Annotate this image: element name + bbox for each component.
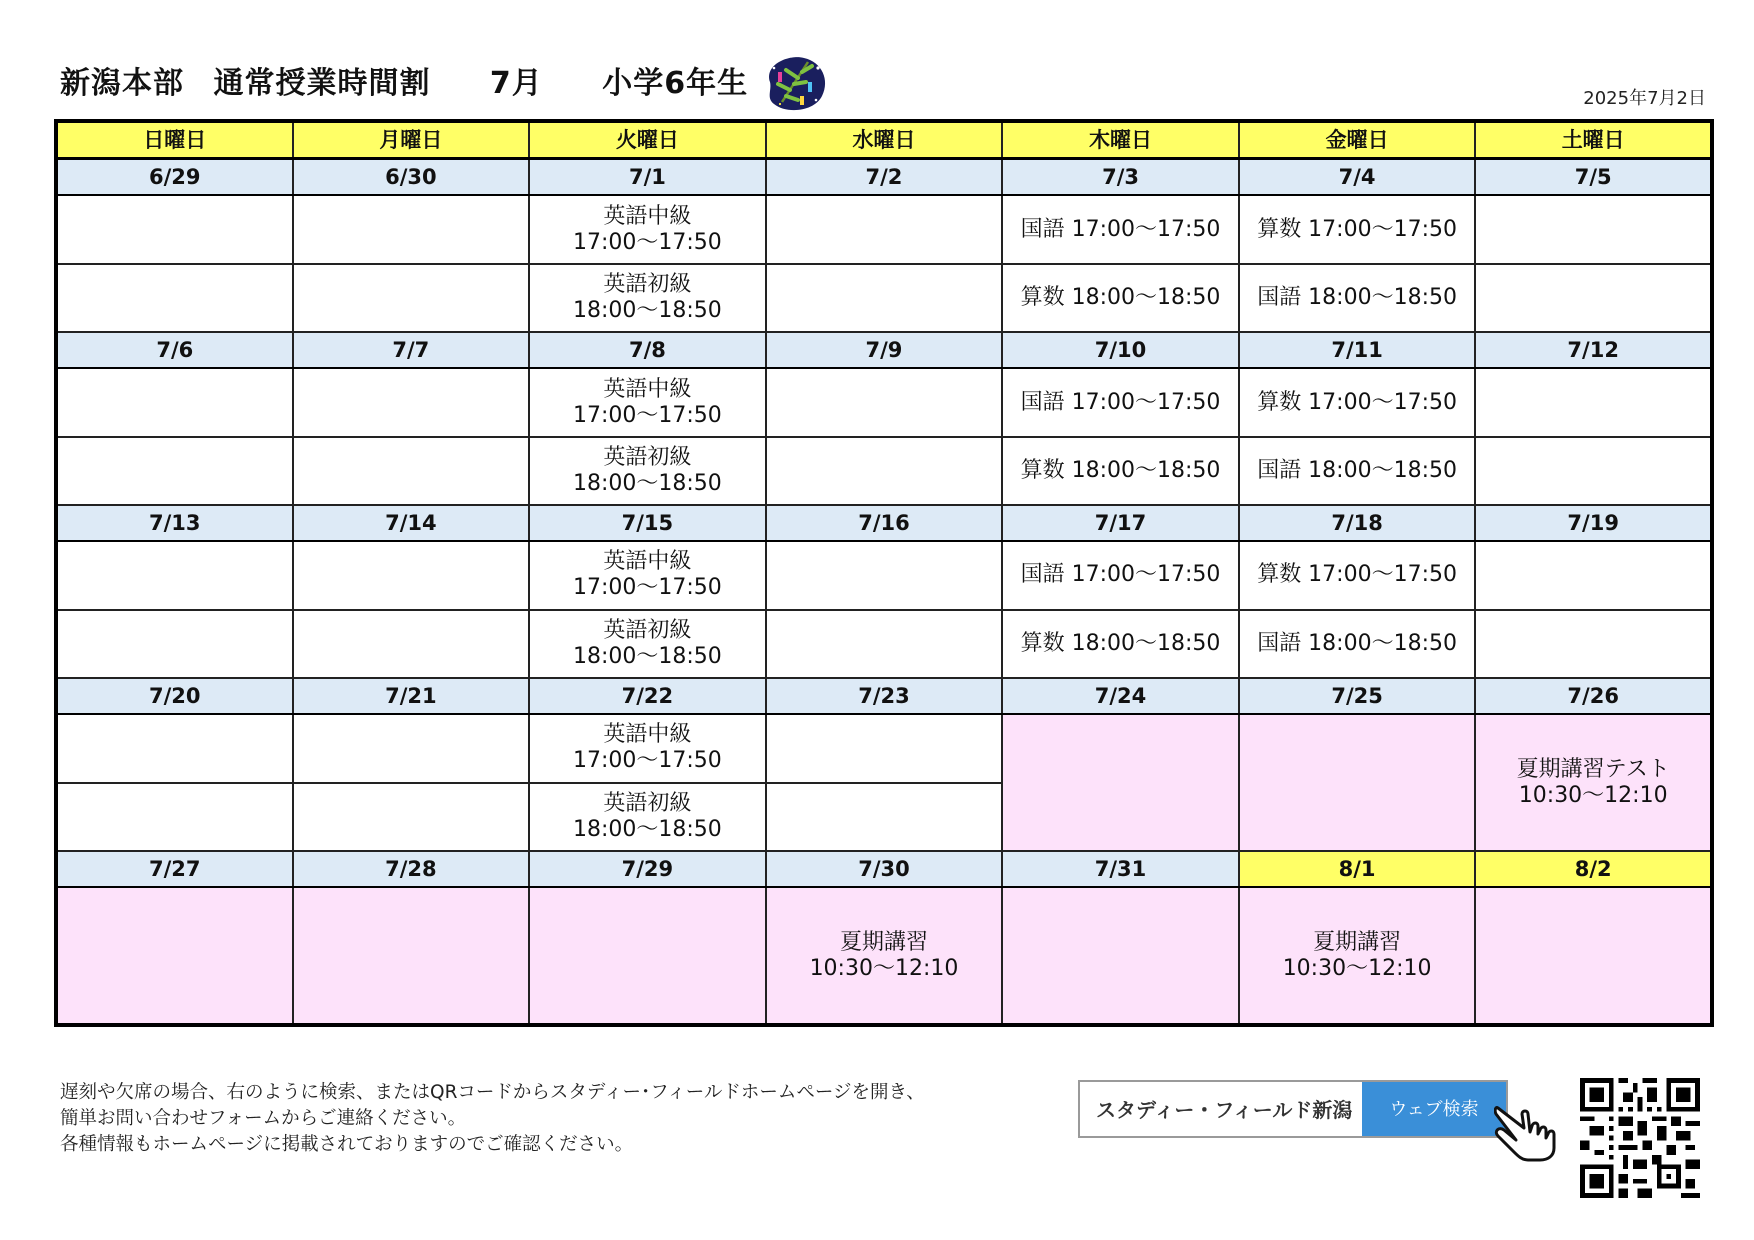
qr-code-icon[interactable] [1580, 1078, 1700, 1198]
lesson-cell: 国語 17:00～17:50 [1002, 368, 1239, 436]
empty-cell [56, 437, 293, 505]
summer-test-cell [1475, 714, 1712, 851]
weekday-fri: 金曜日 [1239, 121, 1476, 159]
summer-session-cell [1002, 887, 1239, 1025]
search-box [1078, 1080, 1508, 1138]
lesson-row-2 [56, 437, 1712, 505]
lesson-time: 17:00～17:50 [573, 229, 722, 255]
date-cell: 7/21 [293, 678, 530, 714]
empty-cell [293, 437, 530, 505]
lesson-cell: 国語 18:00～18:50 [1239, 610, 1476, 678]
date-row-week2 [56, 332, 1712, 368]
empty-cell [293, 610, 530, 678]
empty-cell [766, 368, 1003, 436]
lesson-row-2 [56, 264, 1712, 332]
date-cell: 7/11 [1239, 332, 1476, 368]
date-cell: 7/4 [1239, 159, 1476, 196]
lesson-row-2 [56, 610, 1712, 678]
date-cell: 6/29 [56, 159, 293, 196]
lesson-time: 18:00～18:50 [573, 643, 722, 669]
date-cell: 7/30 [766, 851, 1003, 887]
date-cell: 7/18 [1239, 505, 1476, 541]
lesson-time: 18:00～18:50 [573, 297, 722, 323]
weekday-wed: 水曜日 [766, 121, 1003, 159]
empty-cell [766, 264, 1003, 332]
summer-session-cell [1239, 714, 1476, 851]
lesson-subject: 英語中級 [603, 549, 692, 575]
weekday-sat: 土曜日 [1475, 121, 1712, 159]
empty-cell [56, 714, 293, 782]
empty-cell [56, 783, 293, 851]
lesson-cell: 国語 17:00～17:50 [1002, 541, 1239, 609]
empty-cell [766, 610, 1003, 678]
lesson-time: 17:00～17:50 [573, 402, 722, 428]
date-cell: 7/6 [56, 332, 293, 368]
lesson-cell: 国語 18:00～18:50 [1239, 264, 1476, 332]
empty-cell [1475, 368, 1712, 436]
empty-cell [766, 783, 1003, 851]
lesson-subject: 夏期講習 [839, 929, 928, 955]
date-cell: 7/20 [56, 678, 293, 714]
date-cell: 7/1 [529, 159, 766, 196]
date-row-week1 [56, 159, 1712, 196]
lesson-time: 10:30～12:10 [809, 955, 959, 981]
summer-session-cell [766, 887, 1003, 1025]
weekday-mon: 月曜日 [293, 121, 530, 159]
lesson-time: 17:00～17:50 [573, 748, 722, 774]
empty-cell [1475, 541, 1712, 609]
date-cell: 7/23 [766, 678, 1003, 714]
lesson-cell [529, 368, 766, 436]
date-cell: 7/8 [529, 332, 766, 368]
date-cell: 7/7 [293, 332, 530, 368]
pointing-hand-icon [1494, 1102, 1566, 1162]
date-cell: 7/2 [766, 159, 1003, 196]
lesson-time: 18:00～18:50 [573, 470, 722, 496]
empty-cell [293, 195, 530, 263]
date-cell: 7/12 [1475, 332, 1712, 368]
date-cell: 7/26 [1475, 678, 1712, 714]
date-cell: 7/22 [529, 678, 766, 714]
empty-cell [1475, 264, 1712, 332]
date-cell: 7/29 [529, 851, 766, 887]
title-org: 新潟本部 [60, 66, 184, 101]
date-cell: 7/9 [766, 332, 1003, 368]
lesson-cell: 算数 18:00～18:50 [1002, 610, 1239, 678]
lesson-cell [529, 437, 766, 505]
issued-date: 2025年7月2日 [1583, 88, 1706, 109]
lesson-time: 17:00～17:50 [573, 575, 722, 601]
date-row-week5 [56, 851, 1712, 887]
empty-cell [56, 195, 293, 263]
empty-cell [56, 610, 293, 678]
date-cell: 8/2 [1475, 851, 1712, 887]
footer-line: 各種情報もホームページに掲載されておりますのでご確認ください。 [60, 1134, 634, 1155]
lesson-cell [529, 610, 766, 678]
summer-session-cell [1239, 887, 1476, 1025]
empty-cell [1475, 610, 1712, 678]
lesson-subject: 英語初級 [603, 790, 692, 816]
empty-cell [293, 783, 530, 851]
lesson-time: 10:30～12:10 [1282, 955, 1432, 981]
empty-cell [56, 264, 293, 332]
lesson-subject: 夏期講習テスト [1516, 756, 1670, 782]
empty-cell [766, 714, 1003, 782]
date-cell: 7/16 [766, 505, 1003, 541]
date-row-week3 [56, 505, 1712, 541]
lesson-subject: 英語中級 [603, 722, 692, 748]
footer-notice [60, 1080, 925, 1158]
lesson-row-1 [56, 714, 1712, 782]
lesson-cell [529, 714, 766, 782]
lesson-cell [529, 195, 766, 263]
empty-cell [766, 541, 1003, 609]
title-grade: 小学6年生 [602, 66, 749, 101]
date-cell: 7/10 [1002, 332, 1239, 368]
lesson-cell [529, 783, 766, 851]
search-input[interactable]: スタディー・フィールド新潟 [1096, 1098, 1353, 1122]
empty-cell [766, 195, 1003, 263]
empty-cell [293, 541, 530, 609]
empty-cell [1475, 437, 1712, 505]
lesson-subject: 英語初級 [603, 617, 692, 643]
empty-cell [766, 437, 1003, 505]
lesson-subject: 英語中級 [603, 376, 692, 402]
empty-cell [293, 714, 530, 782]
date-cell: 8/1 [1239, 851, 1476, 887]
date-cell: 7/17 [1002, 505, 1239, 541]
lesson-subject: 英語中級 [603, 203, 692, 229]
empty-cell [293, 368, 530, 436]
weekday-sun: 日曜日 [56, 121, 293, 159]
footer-line: 簡単お問い合わせフォームからご連絡ください。 [60, 1108, 467, 1129]
lesson-subject: 英語初級 [603, 271, 692, 297]
date-cell: 7/31 [1002, 851, 1239, 887]
lesson-cell: 算数 18:00～18:50 [1002, 437, 1239, 505]
lesson-row-1 [56, 195, 1712, 263]
lesson-row-1 [56, 368, 1712, 436]
lesson-cell: 算数 18:00～18:50 [1002, 264, 1239, 332]
summer-session-row [56, 887, 1712, 1025]
date-cell: 7/15 [529, 505, 766, 541]
summer-session-cell [293, 887, 530, 1025]
summer-session-cell [529, 887, 766, 1025]
lesson-subject: 英語初級 [603, 444, 692, 470]
date-cell: 7/28 [293, 851, 530, 887]
lesson-time: 18:00～18:50 [573, 816, 722, 842]
date-cell: 6/30 [293, 159, 530, 196]
summer-session-cell [1475, 887, 1712, 1025]
date-cell: 7/24 [1002, 678, 1239, 714]
lesson-subject: 夏期講習 [1313, 929, 1402, 955]
empty-cell [56, 368, 293, 436]
lesson-time: 10:30～12:10 [1518, 782, 1668, 808]
date-cell: 7/13 [56, 505, 293, 541]
date-cell: 7/25 [1239, 678, 1476, 714]
empty-cell [56, 541, 293, 609]
lesson-row-1 [56, 541, 1712, 609]
lesson-cell: 算数 17:00～17:50 [1239, 195, 1476, 263]
weekday-thu: 木曜日 [1002, 121, 1239, 159]
title-name: 通常授業時間割 [213, 66, 431, 101]
date-cell: 7/27 [56, 851, 293, 887]
empty-cell [293, 264, 530, 332]
lesson-cell [529, 264, 766, 332]
weekday-header-row [56, 121, 1712, 159]
lesson-cell: 国語 18:00～18:50 [1239, 437, 1476, 505]
lesson-cell: 国語 17:00～17:50 [1002, 195, 1239, 263]
date-cell: 7/5 [1475, 159, 1712, 196]
weekday-tue: 火曜日 [529, 121, 766, 159]
footer-line: 遅刻や欠席の場合、右のように検索、またはQRコードからスタディー･フィールドホームページを開き、 [60, 1082, 925, 1103]
date-cell: 7/14 [293, 505, 530, 541]
date-row-week4 [56, 678, 1712, 714]
date-cell: 7/19 [1475, 505, 1712, 541]
date-cell: 7/3 [1002, 159, 1239, 196]
lesson-cell: 算数 17:00～17:50 [1239, 541, 1476, 609]
lesson-cell: 算数 17:00～17:50 [1239, 368, 1476, 436]
summer-session-cell [1002, 714, 1239, 851]
tanabata-bamboo-icon [760, 52, 830, 114]
web-search-button[interactable]: ウェブ検索 [1362, 1082, 1506, 1136]
lesson-cell [529, 541, 766, 609]
page-title [60, 58, 748, 102]
empty-cell [1475, 195, 1712, 263]
summer-session-cell [56, 887, 293, 1025]
timetable [54, 119, 1714, 1027]
title-month: 7月 [489, 66, 543, 101]
